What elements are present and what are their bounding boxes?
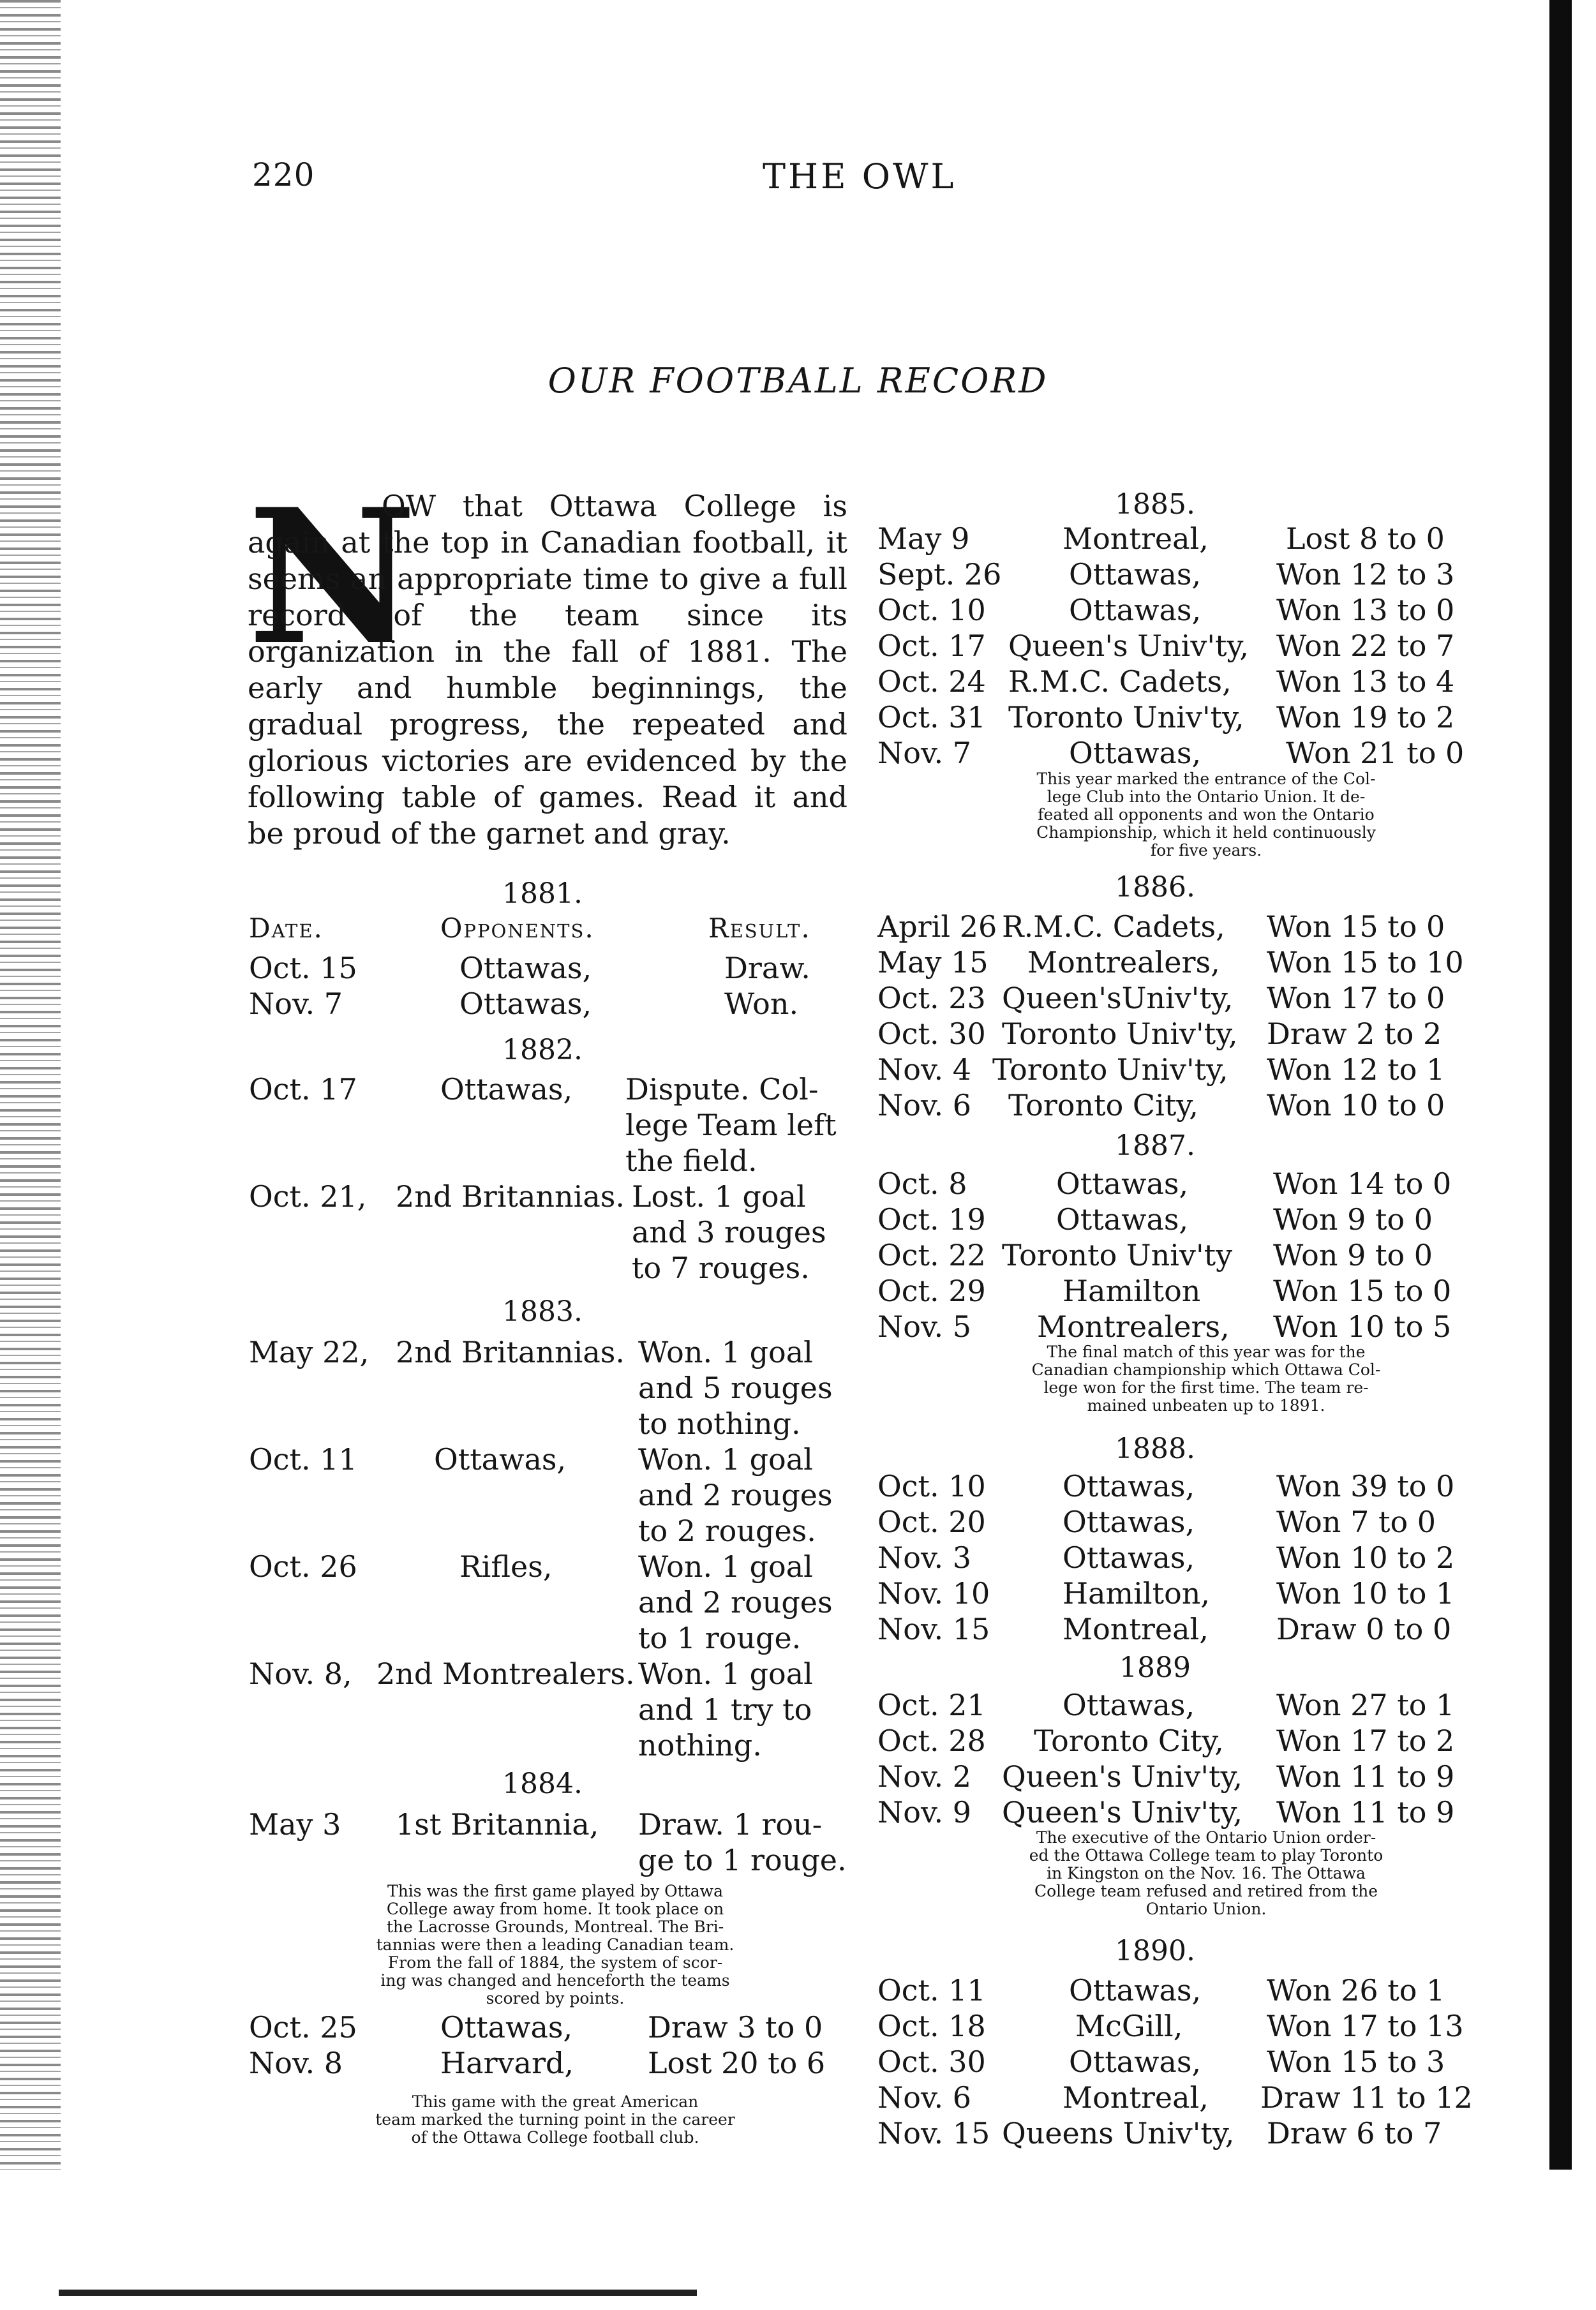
game-date: Oct. 28 [877, 1724, 986, 1758]
game-row [877, 945, 1522, 981]
game-date: Nov. 8 [249, 2046, 343, 2080]
bottom-rule [59, 2290, 697, 2296]
game-row-1882-2 [249, 1179, 849, 1288]
game-result: Won. [724, 987, 799, 1021]
game-row-1884-1 [249, 1807, 849, 1881]
game-result: Won 39 to 0 [1276, 1469, 1455, 1503]
game-row-1883-4 [249, 1657, 849, 1765]
note-line: in Kingston on the Nov. 16. The Ottawa [1047, 1864, 1366, 1882]
game-date: Oct. 11 [249, 1442, 357, 1477]
game-result: Won 15 to 0 [1267, 909, 1445, 944]
note-line: College away from home. It took place on [386, 1900, 724, 1918]
footnote-1887-canadian-championship [925, 1343, 1487, 1415]
game-result-line: and 2 rouges [638, 1585, 833, 1620]
game-date: Nov. 15 [877, 2116, 990, 2150]
drop-cap: N [248, 469, 417, 686]
game-result: Draw 11 to 12 [1260, 2080, 1473, 2115]
col-header-result: Result. [708, 913, 811, 944]
game-opponent: Toronto Univ'ty, [1002, 1017, 1238, 1051]
game-opponent: Ottawas, [1063, 1688, 1195, 1722]
note-line: Ontario Union. [1145, 1900, 1267, 1918]
game-date: Oct. 17 [249, 1072, 357, 1107]
game-opponent: Ottawas, [1069, 736, 1202, 770]
game-row [877, 1469, 1522, 1505]
game-date: Oct. 11 [877, 1973, 986, 2008]
binding-edge-scan-artifact [0, 0, 61, 2170]
game-result-line: Draw. 1 rou- [638, 1807, 823, 1842]
game-date: May 22, [249, 1335, 369, 1369]
game-date: Oct. 10 [877, 593, 986, 627]
game-row [877, 736, 1522, 771]
game-result: Won 7 to 0 [1276, 1505, 1436, 1539]
game-opponent: Ottawas, [1069, 593, 1202, 627]
note-line: This game with the great American [412, 2092, 699, 2111]
game-result: Won 13 to 0 [1276, 593, 1455, 627]
game-opponent: 2nd Montrealers. [377, 1657, 635, 1691]
game-row [877, 1166, 1522, 1202]
game-row [877, 593, 1522, 629]
note-line: Championship, which it held continuously [1036, 823, 1376, 842]
game-row [877, 2116, 1522, 2152]
game-row-1881-2 [249, 987, 849, 1022]
game-row [877, 1612, 1522, 1648]
game-row-1883-2 [249, 1442, 849, 1551]
game-date: Oct. 30 [877, 2045, 986, 2079]
game-row [877, 629, 1522, 664]
game-row [877, 1017, 1522, 1052]
game-opponent: Ottawas, [459, 987, 592, 1021]
game-opponent: Ottawas, [1056, 1202, 1189, 1237]
game-row [877, 1202, 1522, 1238]
game-result: Won 17 to 13 [1267, 2009, 1464, 2043]
game-result-line: and 1 try to [638, 1692, 812, 1727]
note-line: for five years. [1150, 841, 1262, 860]
game-date: Oct. 8 [877, 1166, 967, 1201]
game-opponent: Toronto Univ'ty [1002, 1238, 1233, 1272]
game-row-1883-1 [249, 1335, 849, 1443]
year-heading-1883: 1883. [502, 1295, 583, 1328]
game-result: Draw 2 to 2 [1267, 1017, 1442, 1051]
game-opponent: Ottawas, [434, 1442, 567, 1477]
game-result-line: Lost. 1 goal [632, 1179, 806, 1214]
game-opponent: Toronto Univ'ty, [992, 1052, 1228, 1087]
game-opponent: Harvard, [440, 2046, 574, 2080]
game-row [877, 700, 1522, 736]
game-result: Won 26 to 1 [1267, 1973, 1445, 2008]
game-row [877, 1540, 1522, 1576]
game-row-1884-3 [249, 2046, 849, 2082]
note-line: lege Club into the Ontario Union. It de- [1047, 787, 1366, 806]
game-row [877, 557, 1522, 593]
note-line: This year marked the entrance of the Col- [1036, 770, 1376, 788]
game-date: April 26 [877, 909, 997, 944]
game-result: Won 27 to 1 [1276, 1688, 1455, 1722]
game-result: Won 10 to 5 [1273, 1309, 1452, 1344]
game-result-line: to 2 rouges. [638, 1514, 816, 1548]
game-opponent: 2nd Britannias. [396, 1335, 625, 1369]
game-opponent: Ottawas, [1063, 1505, 1195, 1539]
game-opponent: Montreal, [1063, 2080, 1209, 2115]
game-row-1883-3 [249, 1549, 849, 1658]
year-heading-1888: 1888. [1115, 1433, 1195, 1465]
note-line: Canadian championship which Ottawa Col- [1031, 1360, 1381, 1379]
game-result: Won 10 to 0 [1267, 1088, 1445, 1122]
year-heading-1890: 1890. [1115, 1935, 1195, 1967]
game-result-line: Won. 1 goal [638, 1657, 813, 1691]
game-row [877, 981, 1522, 1017]
game-result: Won 9 to 0 [1273, 1238, 1433, 1272]
note-line: This was the first game played by Ottawa [387, 1882, 723, 1900]
game-date: Oct. 26 [249, 1549, 357, 1584]
game-result: Won 11 to 9 [1276, 1759, 1455, 1794]
game-date: Oct. 30 [877, 1017, 986, 1051]
game-result: Won 17 to 2 [1276, 1724, 1455, 1758]
game-opponent: Ottawas, [1069, 557, 1202, 592]
game-result-line: ge to 1 rouge. [638, 1843, 847, 1877]
game-result: Won 15 to 10 [1267, 945, 1464, 980]
game-result-line: and 5 rouges [638, 1371, 833, 1405]
game-date: Nov. 8, [249, 1657, 352, 1691]
game-result-line: Won. 1 goal [638, 1549, 813, 1584]
footnote-1889-ontario-union-retire [925, 1829, 1487, 1918]
running-title: THE OWL [763, 156, 957, 197]
game-row [877, 1759, 1522, 1795]
game-row [877, 1274, 1522, 1309]
note-line: The final match of this year was for the [1047, 1343, 1366, 1361]
game-date: Oct. 22 [877, 1238, 986, 1272]
footnote-1884-harvard [274, 2093, 836, 2147]
year-heading-1882: 1882. [502, 1034, 583, 1066]
game-row [877, 1505, 1522, 1540]
game-date: Nov. 6 [877, 2080, 971, 2115]
footnote-1884-first-away-game [274, 1882, 836, 2008]
game-opponent: Montrealers, [1027, 945, 1220, 980]
game-date: Oct. 19 [877, 1202, 986, 1237]
game-opponent: R.M.C. Cadets, [1008, 664, 1232, 699]
game-date: Nov. 4 [877, 1052, 971, 1087]
game-row [877, 2009, 1522, 2045]
game-result-line: to 1 rouge. [638, 1621, 802, 1655]
game-opponent: Ottawas, [440, 2010, 573, 2045]
game-opponent: 2nd Britannias. [396, 1179, 625, 1214]
note-line: ed the Ottawa College team to play Toronto [1029, 1846, 1383, 1865]
game-result: Won 14 to 0 [1273, 1166, 1452, 1201]
page-number: 220 [252, 156, 315, 193]
col-header-date: Date. [249, 913, 324, 944]
game-result-line: nothing. [638, 1728, 762, 1762]
game-opponent: Ottawas, [1069, 1973, 1202, 2008]
game-date: Nov. 6 [877, 1088, 971, 1122]
game-date: Oct. 31 [877, 700, 986, 734]
game-result: Won 19 to 2 [1276, 700, 1455, 734]
game-date: Oct. 21, [249, 1179, 367, 1214]
col-header-opponents: Opponents. [440, 913, 595, 944]
year-heading-1886: 1886. [1115, 871, 1195, 904]
game-result-line: Won. 1 goal [638, 1442, 813, 1477]
page-edge-shadow [1549, 0, 1572, 2170]
game-date: May 3 [249, 1807, 341, 1842]
game-date: Oct. 20 [877, 1505, 986, 1539]
year-heading-1884: 1884. [502, 1768, 583, 1800]
game-date: Oct. 15 [249, 951, 357, 985]
game-date: Nov. 15 [877, 1612, 990, 1646]
game-opponent: Hamilton, [1063, 1576, 1211, 1611]
game-opponent: Ottawas, [1063, 1540, 1195, 1575]
game-result: Won 12 to 1 [1267, 1052, 1445, 1087]
game-date: Oct. 21 [877, 1688, 986, 1722]
game-opponent: Queen's Univ'ty, [1008, 629, 1249, 663]
game-opponent: Toronto City, [1008, 1088, 1198, 1122]
game-opponent: McGill, [1075, 2009, 1183, 2043]
footnote-1885-ontario-union [925, 770, 1487, 860]
note-line: ing was changed and henceforth the teams [380, 1971, 730, 1990]
game-result: Won 11 to 9 [1276, 1795, 1455, 1829]
game-opponent: Montrealers, [1037, 1309, 1230, 1344]
game-opponent: Ottawas, [440, 1072, 573, 1107]
game-opponent: Ottawas, [459, 951, 592, 985]
game-result: Won 15 to 3 [1267, 2045, 1445, 2079]
note-line: scored by points. [486, 1989, 625, 2008]
game-opponent: Toronto City, [1034, 1724, 1224, 1758]
game-date: Oct. 23 [877, 981, 986, 1015]
game-date: Sept. 26 [877, 557, 1002, 592]
game-date: May 9 [877, 521, 970, 556]
game-result: Draw. [724, 951, 810, 985]
game-date: Nov. 5 [877, 1309, 971, 1344]
note-line: feated all opponents and won the Ontario [1038, 805, 1375, 824]
game-result-line: Won. 1 goal [638, 1335, 813, 1369]
game-row [877, 521, 1522, 557]
game-row [877, 1576, 1522, 1612]
game-date: Nov. 7 [249, 987, 343, 1021]
game-result-line: lege Team left [625, 1108, 837, 1142]
game-opponent: Rifles, [459, 1549, 553, 1584]
game-row-1884-2 [249, 2010, 849, 2046]
game-date: Oct. 17 [877, 629, 986, 663]
year-heading-1885: 1885. [1115, 488, 1195, 521]
game-opponent: Montreal, [1063, 521, 1209, 556]
game-date: Oct. 10 [877, 1469, 986, 1503]
game-result: Won 9 to 0 [1273, 1202, 1433, 1237]
game-date: Oct. 18 [877, 2009, 986, 2043]
game-opponent: Queens Univ'ty, [1002, 2116, 1235, 2150]
note-line: of the Ottawa College football club. [411, 2128, 699, 2147]
game-row [877, 2080, 1522, 2116]
game-result-line: to nothing. [638, 1406, 801, 1441]
intro-text: OW that Ottawa College is again at the top in Canadian football, it seems an appropriate time to give a full record of the team since its organization in the fall of 1881. The early and humble beginnings, the gradual progress, the repeated and glorious victories are evidenced by the following table of games. Read it and be proud of the garnet and gray. [248, 489, 847, 851]
game-opponent: Ottawas, [1063, 1469, 1195, 1503]
year-heading-1887: 1887. [1115, 1129, 1195, 1162]
game-row [877, 1309, 1522, 1345]
article-title: OUR FOOTBALL RECORD [548, 361, 1048, 401]
note-line: tannias were then a leading Canadian team. [376, 1935, 735, 1954]
game-result: Draw 6 to 7 [1267, 2116, 1442, 2150]
game-opponent: Queen'sUniv'ty, [1002, 981, 1234, 1015]
game-result: Won 10 to 1 [1276, 1576, 1455, 1611]
game-result: Won 12 to 3 [1276, 557, 1455, 592]
game-date: Oct. 25 [249, 2010, 357, 2045]
note-line: lege won for the first time. The team re- [1043, 1378, 1369, 1397]
game-opponent: 1st Britannia, [396, 1807, 599, 1842]
game-row-1882-1 [249, 1072, 849, 1181]
game-opponent: Toronto Univ'ty, [1008, 700, 1244, 734]
game-result: Won 22 to 7 [1276, 629, 1455, 663]
note-line: The executive of the Ontario Union order- [1036, 1828, 1376, 1847]
game-result-line: to 7 rouges. [632, 1251, 810, 1285]
game-result-line: the field. [625, 1144, 757, 1178]
note-line: mained unbeaten up to 1891. [1087, 1396, 1325, 1415]
note-line: the Lacrosse Grounds, Montreal. The Bri- [386, 1918, 724, 1936]
game-result-line: and 3 rouges [632, 1215, 826, 1249]
note-line: From the fall of 1884, the system of scor- [387, 1953, 723, 1972]
game-opponent: Hamilton [1063, 1274, 1201, 1308]
note-line: College team refused and retired from the [1034, 1882, 1378, 1900]
game-opponent: Queen's Univ'ty, [1002, 1795, 1243, 1829]
game-date: Nov. 10 [877, 1576, 990, 1611]
game-opponent: Queen's Univ'ty, [1002, 1759, 1243, 1794]
game-opponent: R.M.C. Cadets, [1002, 909, 1225, 944]
game-result: Won 21 to 0 [1286, 736, 1465, 770]
game-result: Draw 0 to 0 [1276, 1612, 1452, 1646]
game-result: Won 13 to 4 [1276, 664, 1455, 699]
game-row [877, 1052, 1522, 1088]
game-row [877, 1688, 1522, 1724]
game-date: May 15 [877, 945, 988, 980]
game-date: Nov. 3 [877, 1540, 971, 1575]
game-result: Draw 3 to 0 [648, 2010, 823, 2045]
intro-paragraph [248, 488, 847, 852]
game-result: Lost 20 to 6 [648, 2046, 826, 2080]
game-opponent: Ottawas, [1056, 1166, 1189, 1201]
game-result-line: and 2 rouges [638, 1478, 833, 1512]
game-row-1881-1 [249, 951, 849, 987]
game-result: Lost 8 to 0 [1286, 521, 1445, 556]
game-date: Nov. 7 [877, 736, 971, 770]
game-row [877, 1238, 1522, 1274]
game-row [877, 909, 1522, 945]
game-date: Nov. 2 [877, 1759, 971, 1794]
game-result: Won 17 to 0 [1267, 981, 1445, 1015]
game-row [877, 664, 1522, 700]
game-date: Oct. 29 [877, 1274, 986, 1308]
game-opponent: Ottawas, [1069, 2045, 1202, 2079]
game-date: Oct. 24 [877, 664, 986, 699]
game-opponent: Montreal, [1063, 1612, 1209, 1646]
note-line: team marked the turning point in the career [375, 2110, 735, 2129]
game-row [877, 1088, 1522, 1124]
game-row [877, 1973, 1522, 2009]
game-row [877, 1724, 1522, 1759]
game-row [877, 2045, 1522, 2080]
year-heading-1881: 1881. [502, 877, 583, 910]
year-heading-1889: 1889 [1119, 1651, 1191, 1684]
game-date: Nov. 9 [877, 1795, 971, 1829]
game-result-line: Dispute. Col- [625, 1072, 819, 1107]
game-result: Won 15 to 0 [1273, 1274, 1452, 1308]
game-result: Won 10 to 2 [1276, 1540, 1455, 1575]
game-row [877, 1795, 1522, 1831]
